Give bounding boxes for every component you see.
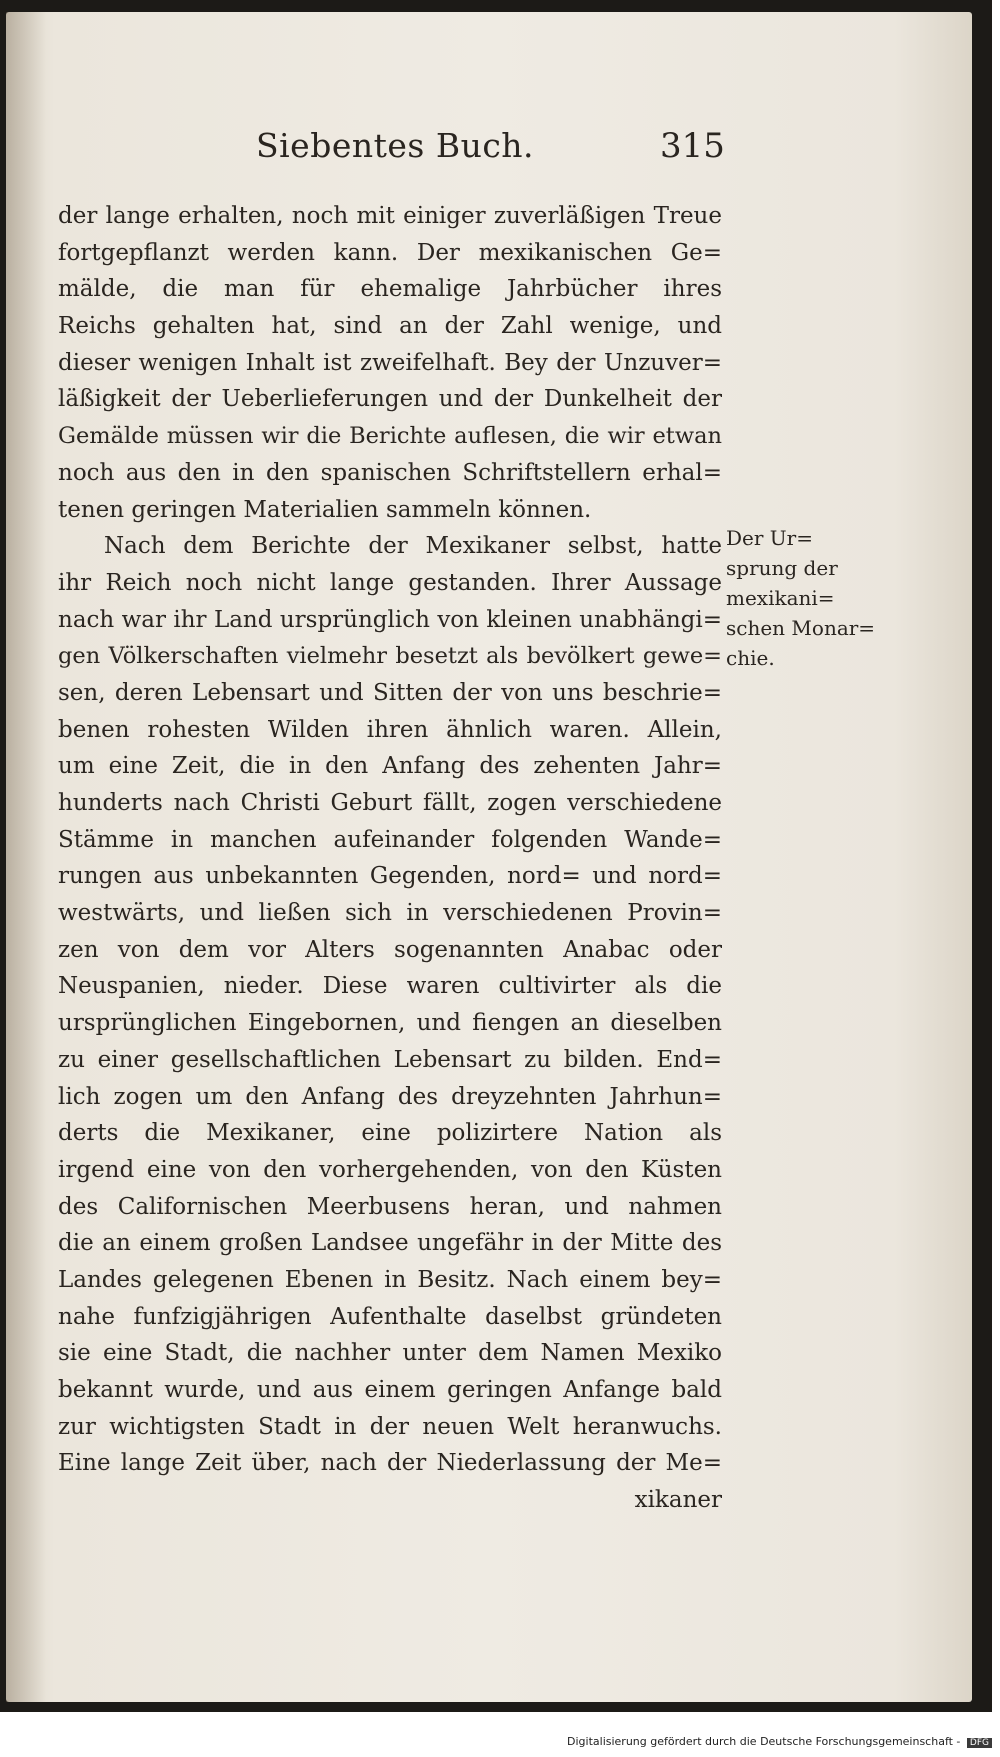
digitization-credit	[567, 1735, 992, 1748]
text-line: des Californischen Meerbusens heran, und nahmen	[58, 1193, 722, 1220]
catchword: xikaner	[634, 1487, 722, 1514]
page-header	[0, 126, 1000, 182]
dfg-logo: DFG	[967, 1738, 992, 1748]
text-line: Stämme in manchen aufeinander folgenden Wande=	[58, 826, 722, 853]
marginal-note	[726, 523, 896, 673]
text-line: bekannt wurde, und aus einem geringen Anfange bald	[58, 1377, 722, 1403]
credit-text: Digitalisierung gefördert durch die Deutsche Forschungsgemeinschaft -	[567, 1735, 961, 1748]
page-number: 315	[660, 126, 725, 166]
text-line: mälde, die man für ehemalige Jahrbücher ihres	[58, 276, 722, 303]
text-line: zur wichtigsten Stadt in der neuen Welt heranwuchs.	[58, 1413, 722, 1440]
text-line: Neuspanien, nieder. Diese waren cultivirter als die	[58, 973, 722, 1000]
text-line: Nach dem Berichte der Mexikaner selbst, hatte	[104, 533, 722, 560]
marginal-line: schen Monar=	[726, 616, 876, 640]
text-line: gen Völkerschaften vielmehr besetzt als bevölkert gewe=	[58, 643, 722, 670]
text-line: ursprünglichen Eingebornen, und fiengen an dieselben	[58, 1010, 722, 1037]
text-line: noch aus den in den spanischen Schriftstellern erhal=	[58, 459, 722, 486]
text-line: zu einer gesellschaftlichen Lebensart zu bilden. End=	[58, 1046, 722, 1073]
text-line: die an einem großen Landsee ungefähr in der Mitte des	[58, 1230, 722, 1257]
marginal-line: sprung der	[726, 556, 838, 580]
text-line: Gemälde müssen wir die Berichte auflesen, die wir etwan	[58, 423, 722, 450]
text-line: nahe funfzigjährigen Aufenthalte daselbst gründeten	[58, 1303, 722, 1330]
text-line: lich zogen um den Anfang des dreyzehnten Jahrhun=	[58, 1083, 722, 1110]
text-line: zen von dem vor Alters sogenannten Anabac oder	[58, 936, 722, 963]
text-line: sie eine Stadt, die nachher unter dem Namen Mexiko	[58, 1340, 722, 1367]
text-line: westwärts, und ließen sich in verschiedenen Provin=	[58, 900, 722, 927]
text-line: hunderts nach Christi Geburt fällt, zogen verschiedene	[58, 790, 722, 816]
text-line: Reichs gehalten hat, sind an der Zahl wenige, und	[58, 313, 722, 340]
text-line: läßigkeit der Ueberlieferungen und der Dunkelheit der	[58, 386, 722, 413]
text-line: nach war ihr Land ursprünglich von kleinen unabhängi=	[58, 606, 722, 633]
text-line: benen rohesten Wilden ihren ähnlich waren. Allein,	[58, 716, 722, 743]
text-line: Eine lange Zeit über, nach der Niederlassung der Me=	[58, 1450, 722, 1477]
text-line: rungen aus unbekannten Gegenden, nord= und nord=	[58, 863, 722, 890]
text-line: fortgepflanzt werden kann. Der mexikanischen Ge=	[58, 239, 722, 266]
marginal-line: chie.	[726, 646, 775, 670]
main-text	[58, 198, 722, 1519]
text-line: Landes gelegenen Ebenen in Besitz. Nach einem bey=	[58, 1266, 722, 1293]
text-line: ihr Reich noch nicht lange gestanden. Ihrer Aussage	[58, 569, 722, 596]
text-line: derts die Mexikaner, eine polizirtere Nation als	[58, 1120, 722, 1147]
marginal-line: mexikani=	[726, 586, 835, 610]
text-line: irgend eine von den vorhergehenden, von den Küsten	[58, 1156, 722, 1183]
text-line: sen, deren Lebensart und Sitten der von uns beschrie=	[58, 679, 722, 706]
text-line: um eine Zeit, die in den Anfang des zehenten Jahr=	[58, 753, 722, 780]
text-line: tenen geringen Materialien sammeln können.	[58, 496, 592, 523]
marginal-line: Der Ur=	[726, 526, 813, 550]
binding-shadow	[6, 12, 46, 1702]
text-line: der lange erhalten, noch mit einiger zuverläßigen Treue	[58, 203, 722, 229]
running-title: Siebentes Buch.	[256, 126, 535, 165]
text-line: dieser wenigen Inhalt ist zweifelhaft. Bey der Unzuver=	[58, 349, 722, 376]
